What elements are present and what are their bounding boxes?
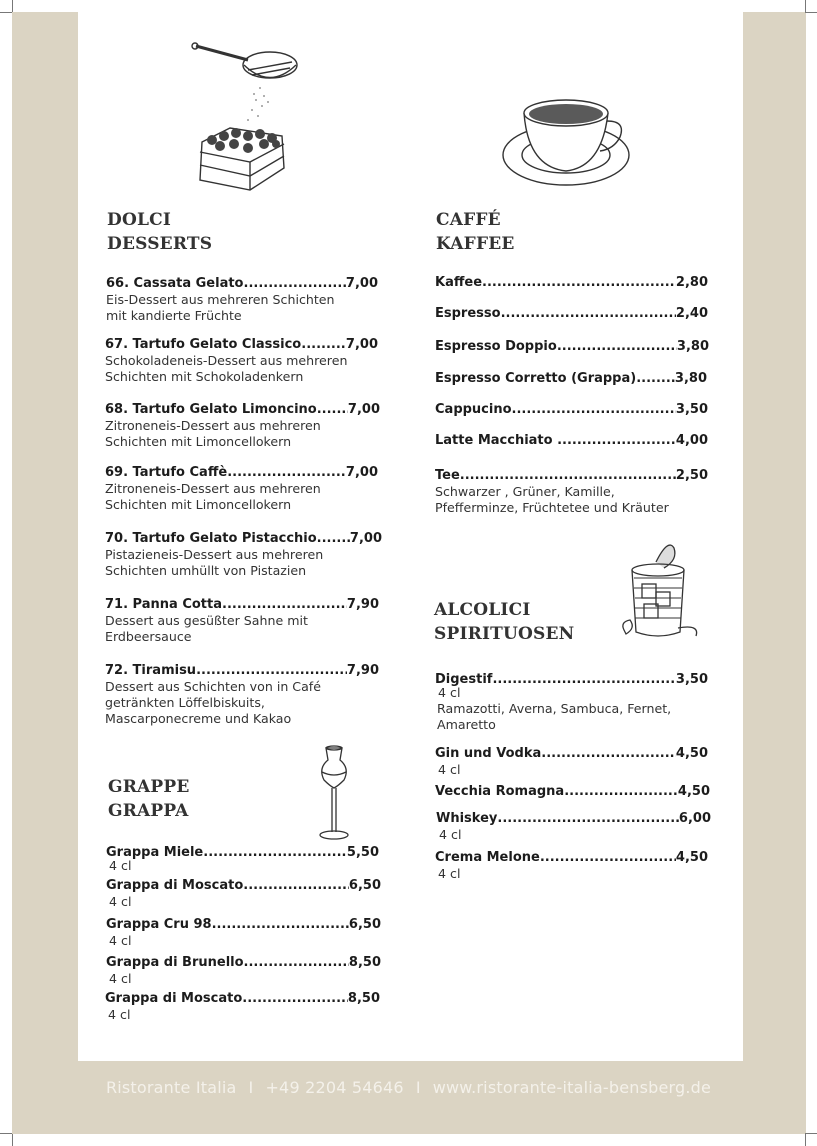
item-name: Latte Macchiato — [435, 433, 558, 448]
item-price: 4,50 — [675, 850, 708, 865]
item-description: Pistazieneis-Dessert aus mehreren Schichten umhüllt von Pistazien — [105, 547, 324, 578]
menu-item-espresso-corretto — [435, 371, 707, 386]
tiramisu-sieve-icon — [190, 40, 300, 205]
item-volume: 4 cl — [438, 762, 461, 777]
item-price: 4,00 — [675, 433, 708, 448]
item-price: 7,00 — [345, 276, 378, 291]
item-description: Ramazotti, Averna, Sambuca, Fernet, Amaretto — [437, 701, 672, 732]
spirits-title-german: SPIRITUOSEN — [434, 624, 575, 644]
grappa-heading — [108, 775, 190, 823]
item-price: 3,80 — [674, 371, 707, 386]
coffee-heading — [436, 208, 515, 256]
crop-mark — [805, 0, 806, 12]
desserts-title-german: DESSERTS — [107, 234, 213, 254]
item-volume: 4 cl — [109, 933, 132, 948]
item-name: Cappucino — [435, 402, 512, 417]
menu-item-whiskey — [436, 811, 711, 842]
menu-item-tiramisu — [105, 663, 379, 727]
menu-item-grappa-cru — [106, 917, 381, 948]
item-name: Espresso — [435, 306, 501, 321]
coffee-cup-icon — [500, 95, 632, 195]
item-price: 7,90 — [346, 597, 379, 612]
menu-item-gin-vodka — [435, 746, 708, 777]
crop-mark — [12, 0, 13, 12]
menu-item-grappa-moscato-2 — [105, 991, 380, 1022]
item-price: 6,00 — [678, 811, 711, 826]
item-description: Schokoladeneis-Dessert aus mehreren Schichten mit Schokoladenkern — [105, 353, 348, 384]
item-name: Whiskey — [436, 811, 498, 826]
item-name: Tee — [435, 468, 460, 483]
menu-item-latte-macchiato — [435, 433, 708, 448]
item-price: 3,50 — [675, 402, 708, 417]
coffee-title-german: KAFFEE — [436, 234, 515, 254]
item-name: 71. Panna Cotta — [105, 597, 222, 612]
footer-restaurant-name: Ristorante Italia — [105, 1078, 237, 1097]
spirits-title-italian: ALCOLICI — [434, 600, 531, 620]
menu-item-cassata — [106, 276, 378, 324]
menu-item-kaffee — [435, 275, 708, 290]
item-name: 67. Tartufo Gelato Classico — [105, 337, 302, 352]
menu-item-grappa-brunello — [106, 955, 381, 986]
desserts-title-italian: DOLCI — [107, 210, 171, 230]
grappa-title-italian: GRAPPE — [108, 777, 190, 797]
menu-item-tartufo-caffe — [105, 465, 378, 513]
crop-mark — [805, 1133, 817, 1134]
whiskey-glass-icon — [616, 538, 702, 646]
menu-item-digestif — [435, 672, 708, 733]
footer-phone[interactable]: +49 2204 54646 — [265, 1078, 404, 1097]
menu-item-espresso-doppio — [435, 339, 709, 354]
item-name: 70. Tartufo Gelato Pistacchio — [105, 531, 317, 546]
menu-item-espresso — [435, 306, 708, 321]
coffee-title-italian: CAFFÉ — [436, 210, 501, 230]
menu-item-tartufo-pistacchio — [105, 531, 382, 579]
item-volume: 4 cl — [109, 858, 132, 873]
item-name: Kaffee — [435, 275, 483, 290]
item-price: 3,50 — [675, 672, 708, 687]
item-name: Vecchia Romagna — [435, 784, 565, 799]
item-name: 66. Cassata Gelato — [106, 276, 244, 291]
menu-item-tartufo-limoncino — [105, 402, 380, 450]
item-price: 2,50 — [675, 468, 708, 483]
item-price: 6,50 — [348, 878, 381, 893]
menu-item-crema-melone — [435, 850, 708, 881]
item-price: 4,50 — [677, 784, 710, 799]
crop-mark — [0, 12, 12, 13]
menu-item-grappa-miele — [106, 845, 379, 872]
item-name: 69. Tartufo Caffè — [105, 465, 228, 480]
crop-mark — [12, 1134, 13, 1146]
item-name: Grappa di Moscato — [106, 878, 244, 893]
menu-item-panna-cotta — [105, 597, 379, 645]
grappa-title-german: GRAPPA — [108, 801, 189, 821]
menu-item-grappa-moscato — [106, 878, 381, 909]
item-price: 8,50 — [348, 955, 381, 970]
item-name: Grappa di Brunello — [106, 955, 244, 970]
item-price: 8,50 — [347, 991, 380, 1006]
item-name: Gin und Vodka — [435, 746, 542, 761]
item-price: 7,90 — [346, 663, 379, 678]
item-name: Crema Melone — [435, 850, 540, 865]
item-description: Zitroneneis-Dessert aus mehreren Schichten mit Limoncellokern — [105, 418, 321, 449]
footer-website-link[interactable]: www.ristorante-italia-bensberg.de — [432, 1078, 712, 1097]
item-description: Dessert aus Schichten von in Café getränkten Löffelbiskuits, Mascarponecreme und Kakao — [105, 679, 321, 726]
item-name: Grappa Cru 98 — [106, 917, 212, 932]
item-price: 7,00 — [345, 337, 378, 352]
item-name: Digestif — [435, 672, 493, 687]
item-description: Dessert aus gesüßter Sahne mit Erdbeersauce — [105, 613, 308, 644]
item-name: Grappa di Moscato — [105, 991, 243, 1006]
footer-separator: I — [415, 1078, 421, 1097]
item-price: 2,40 — [675, 306, 708, 321]
item-volume: 4 cl — [108, 1007, 131, 1022]
menu-item-tee — [435, 468, 708, 516]
crop-mark — [0, 1133, 12, 1134]
item-description: Zitroneneis-Dessert aus mehreren Schichten mit Limoncellokern — [105, 481, 321, 512]
item-name: 72. Tiramisu — [105, 663, 197, 678]
item-price: 7,00 — [347, 402, 380, 417]
desserts-heading — [107, 208, 212, 256]
grappa-glass-icon — [316, 746, 352, 842]
item-price: 7,00 — [349, 531, 382, 546]
footer-contact — [0, 1078, 817, 1097]
item-description: Eis-Dessert aus mehreren Schichten mit kandierte Früchte — [106, 292, 335, 323]
item-price: 2,80 — [675, 275, 708, 290]
item-description: Schwarzer , Grüner, Kamille, Pfefferminze, Früchtetee und Kräuter — [435, 484, 669, 515]
item-price: 4,50 — [675, 746, 708, 761]
item-price: 3,80 — [676, 339, 709, 354]
item-price: 5,50 — [346, 845, 379, 860]
crop-mark — [805, 1134, 806, 1146]
item-price: 6,50 — [348, 917, 381, 932]
menu-item-vecchia-romagna — [435, 784, 710, 799]
crop-mark — [805, 12, 817, 13]
item-name: Espresso Corretto (Grappa) — [435, 371, 637, 386]
item-price: 7,00 — [345, 465, 378, 480]
item-name: Espresso Doppio — [435, 339, 557, 354]
item-volume: 4 cl — [438, 866, 461, 881]
menu-item-tartufo-classico — [105, 337, 378, 385]
item-volume: 4 cl — [438, 685, 461, 700]
item-volume: 4 cl — [109, 971, 132, 986]
item-volume: 4 cl — [109, 894, 132, 909]
item-volume: 4 cl — [439, 827, 462, 842]
footer-separator: I — [248, 1078, 254, 1097]
item-name: 68. Tartufo Gelato Limoncino — [105, 402, 317, 417]
menu-item-cappucino — [435, 402, 708, 417]
spirits-heading — [434, 598, 574, 646]
item-name: Grappa Miele — [106, 845, 204, 860]
